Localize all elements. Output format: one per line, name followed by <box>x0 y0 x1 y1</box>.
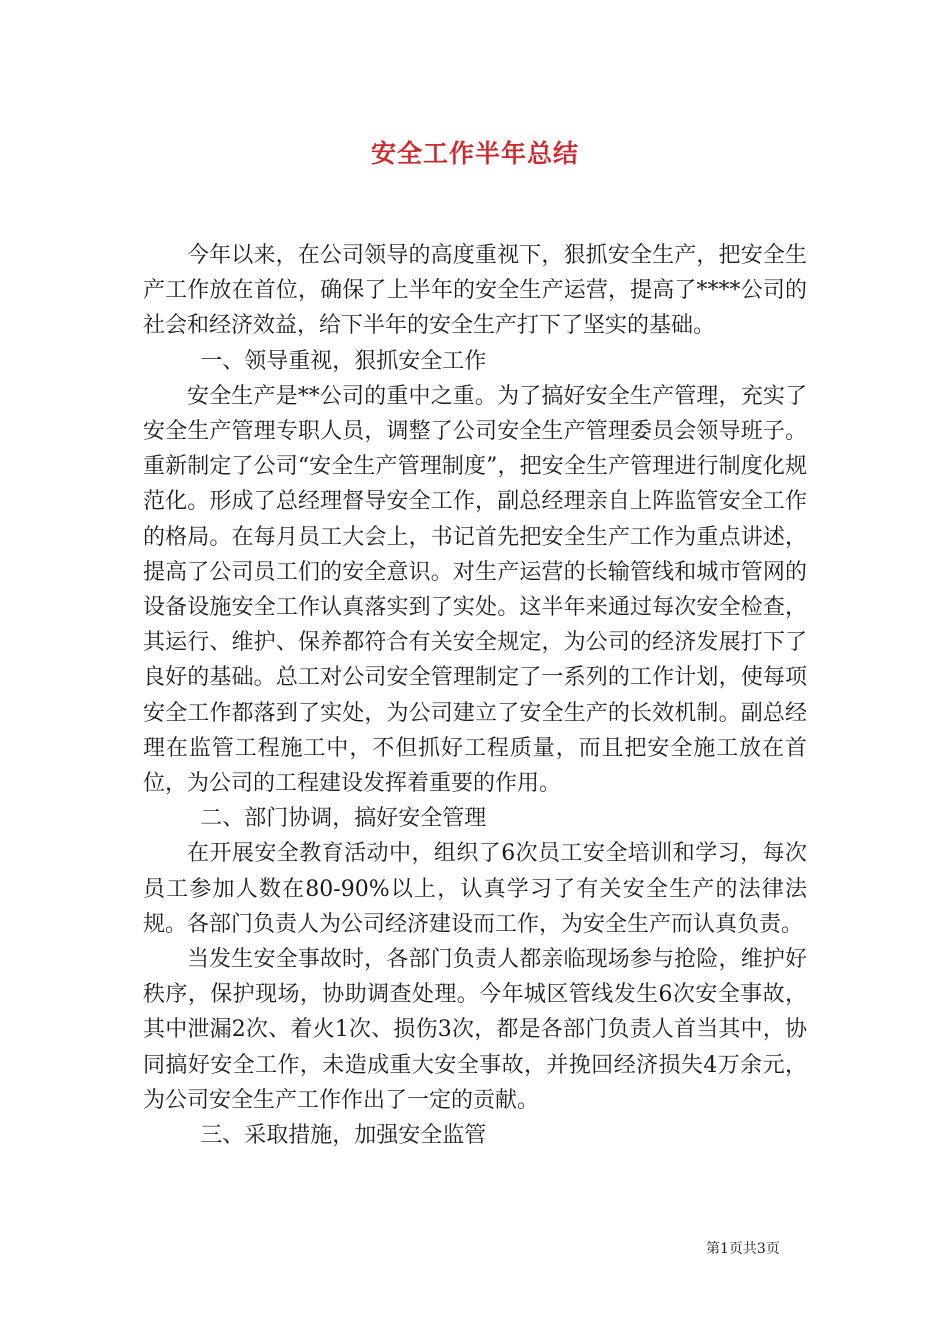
section-3-heading: 三、采取措施，加强安全监管 <box>200 1123 487 1149</box>
section-2-heading: 二、部门协调，搞好安全管理 <box>200 806 487 832</box>
section-2-paragraph-2: 当发生安全事故时，各部门负责人都亲临现场参与抢险，维护好秩序，保护现场，协助调查处理。今年城区管线发生6次安全事故，其中泄漏2次、着火1次、损伤3次，都是各部门负责人首当其中，协同搞好安全工作，未造成重大安全事故，并挽回经济损失4万余元，为公司安全生产工作作出了一定的贡献。 <box>143 947 807 1113</box>
section-1-paragraph: 安全生产是**公司的重中之重。为了搞好安全生产管理，充实了安全生产管理专职人员，调整了公司安全生产管理委员会领导班子。重新制定了公司“安全生产管理制度”，把安全生产管理进行制度化规范化。形成了总经理督导安全工作，副总经理亲自上阵监管安全工作的格局。在每月员工大会上，书记首先把安全生产工作为重点讲述，提高了公司员工们的安全意识。对生产运营的长输管线和城市管网的设备设施安全工作认真落实到了实处。这半年来通过每次安全检查，其运行、维护、保养都符合有关安全规定，为公司的经济发展打下了良好的基础。总工对公司安全管理制定了一系列的工作计划，使每项安全工作都落到了实处，为公司建立了安全生产的长效机制。副总经理在监管工程施工中，不但抓好工程质量，而且把安全施工放在首位，为公司的工程建设发挥着重要的作用。 <box>143 383 807 797</box>
document-body <box>143 238 807 1153</box>
section-1-heading: 一、领导重视，狠抓安全工作 <box>200 348 487 374</box>
intro-paragraph: 今年以来，在公司领导的高度重视下，狠抓安全生产，把安全生产工作放在首位，确保了上半年的安全生产运营，提高了****公司的社会和经济效益，给下半年的安全生产打下了坚实的基础。 <box>143 243 807 339</box>
page-title: 安全工作半年总结 <box>370 139 579 168</box>
page-number-footer: 第1页共3页 <box>706 1241 780 1257</box>
section-2-paragraph-1: 在开展安全教育活动中，组织了6次员工安全培训和学习，每次员工参加人数在80-90%以上，认真学习了有关安全生产的法律法规。各部门负责人为公司经济建设而工作，为安全生产而认真负责。 <box>143 841 807 937</box>
